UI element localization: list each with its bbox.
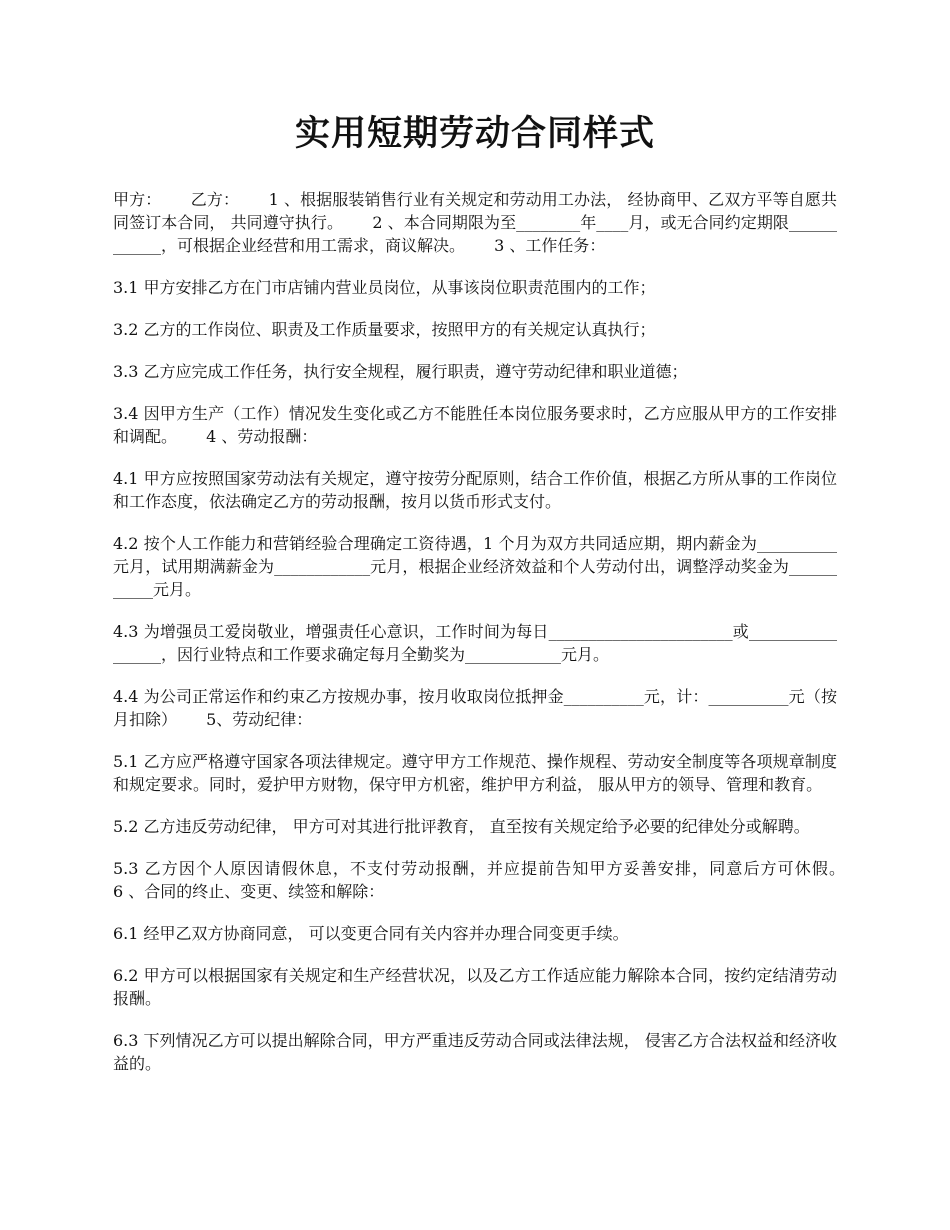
paragraph-5-3: 5.3 乙方因个人原因请假休息，不支付劳动报酬，并应提前告知甲方妥善安排，同意后方可休假。 6 、合同的终止、变更、续签和解除：	[113, 859, 875, 901]
paragraph-3-2: 3.2 乙方的工作岗位、职责及工作质量要求，按照甲方的有关规定认真执行；	[113, 320, 656, 339]
paragraph-6-3: 6.3 下列情况乙方可以提出解除合同，甲方严重违反劳动合同或法律法规， 侵害乙方合法权益和经济收益的。	[113, 1031, 837, 1073]
paragraph-intro: 甲方： 乙方： 1 、根据服装销售行业有关规定和劳动用工办法， 经协商甲、乙双方平等自愿共同签订本合同， 共同遵守执行。 2 、本合同期限为至________年____月，或无合同约定期限____________，可根据企业经营和用工需求，商议解决。 3 、工作任务：	[113, 190, 837, 255]
paragraph-3-3: 3.3 乙方应完成工作任务，执行安全规程，履行职责，遵守劳动纪律和职业道德；	[113, 362, 688, 381]
paragraph-4-4: 4.4 为公司正常运作和约束乙方按规办事，按月收取岗位抵押金__________元，计：__________元（按月扣除） 5、劳动纪律：	[113, 687, 837, 729]
paragraph-3-1: 3.1 甲方安排乙方在门市店铺内营业员岗位，从事该岗位职责范围内的工作；	[113, 278, 656, 297]
document-title: 实用短期劳动合同样式	[294, 113, 655, 154]
paragraph-3-4: 3.4 因甲方生产（工作）情况发生变化或乙方不能胜任本岗位服务要求时，乙方应服从甲方的工作安排和调配。 4 、劳动报酬：	[113, 404, 837, 446]
paragraph-4-1: 4.1 甲方应按照国家劳动法有关规定，遵守按劳分配原则，结合工作价值，根据乙方所从事的工作岗位和工作态度，依法确定乙方的劳动报酬，按月以货币形式支付。	[113, 469, 837, 511]
paragraph-5-2: 5.2 乙方违反劳动纪律， 甲方可对其进行批评教育， 直至按有关规定给予必要的纪律处分或解聘。	[113, 817, 810, 836]
paragraph-5-1: 5.1 乙方应严格遵守国家各项法律规定。遵守甲方工作规范、操作规程、劳动安全制度等各项规章制度和规定要求。同时，爱护甲方财物，保守甲方机密，维护甲方利益， 服从甲方的领导、管理和教育。	[113, 752, 837, 794]
paragraph-6-2: 6.2 甲方可以根据国家有关规定和生产经营状况，以及乙方工作适应能力解除本合同，按约定结清劳动报酬。	[113, 966, 837, 1008]
document-body	[113, 188, 875, 1075]
paragraph-4-3: 4.3 为增强员工爱岗敬业，增强责任心意识，工作时间为每日_______________________或_________________，因行业特点和工作要求确定每月全勤奖为____________元月。	[113, 622, 837, 664]
paragraph-4-2: 4.2 按个人工作能力和营销经验合理确定工资待遇，1 个月为双方共同适应期，期内薪金为__________元月，试用期满薪金为____________元月，根据企业经济效益和个人劳动付出，调整浮动奖金为___________元月。	[113, 534, 837, 599]
paragraph-6-1: 6.1 经甲乙双方协商同意， 可以变更合同有关内容并办理合同变更手续。	[113, 924, 629, 943]
